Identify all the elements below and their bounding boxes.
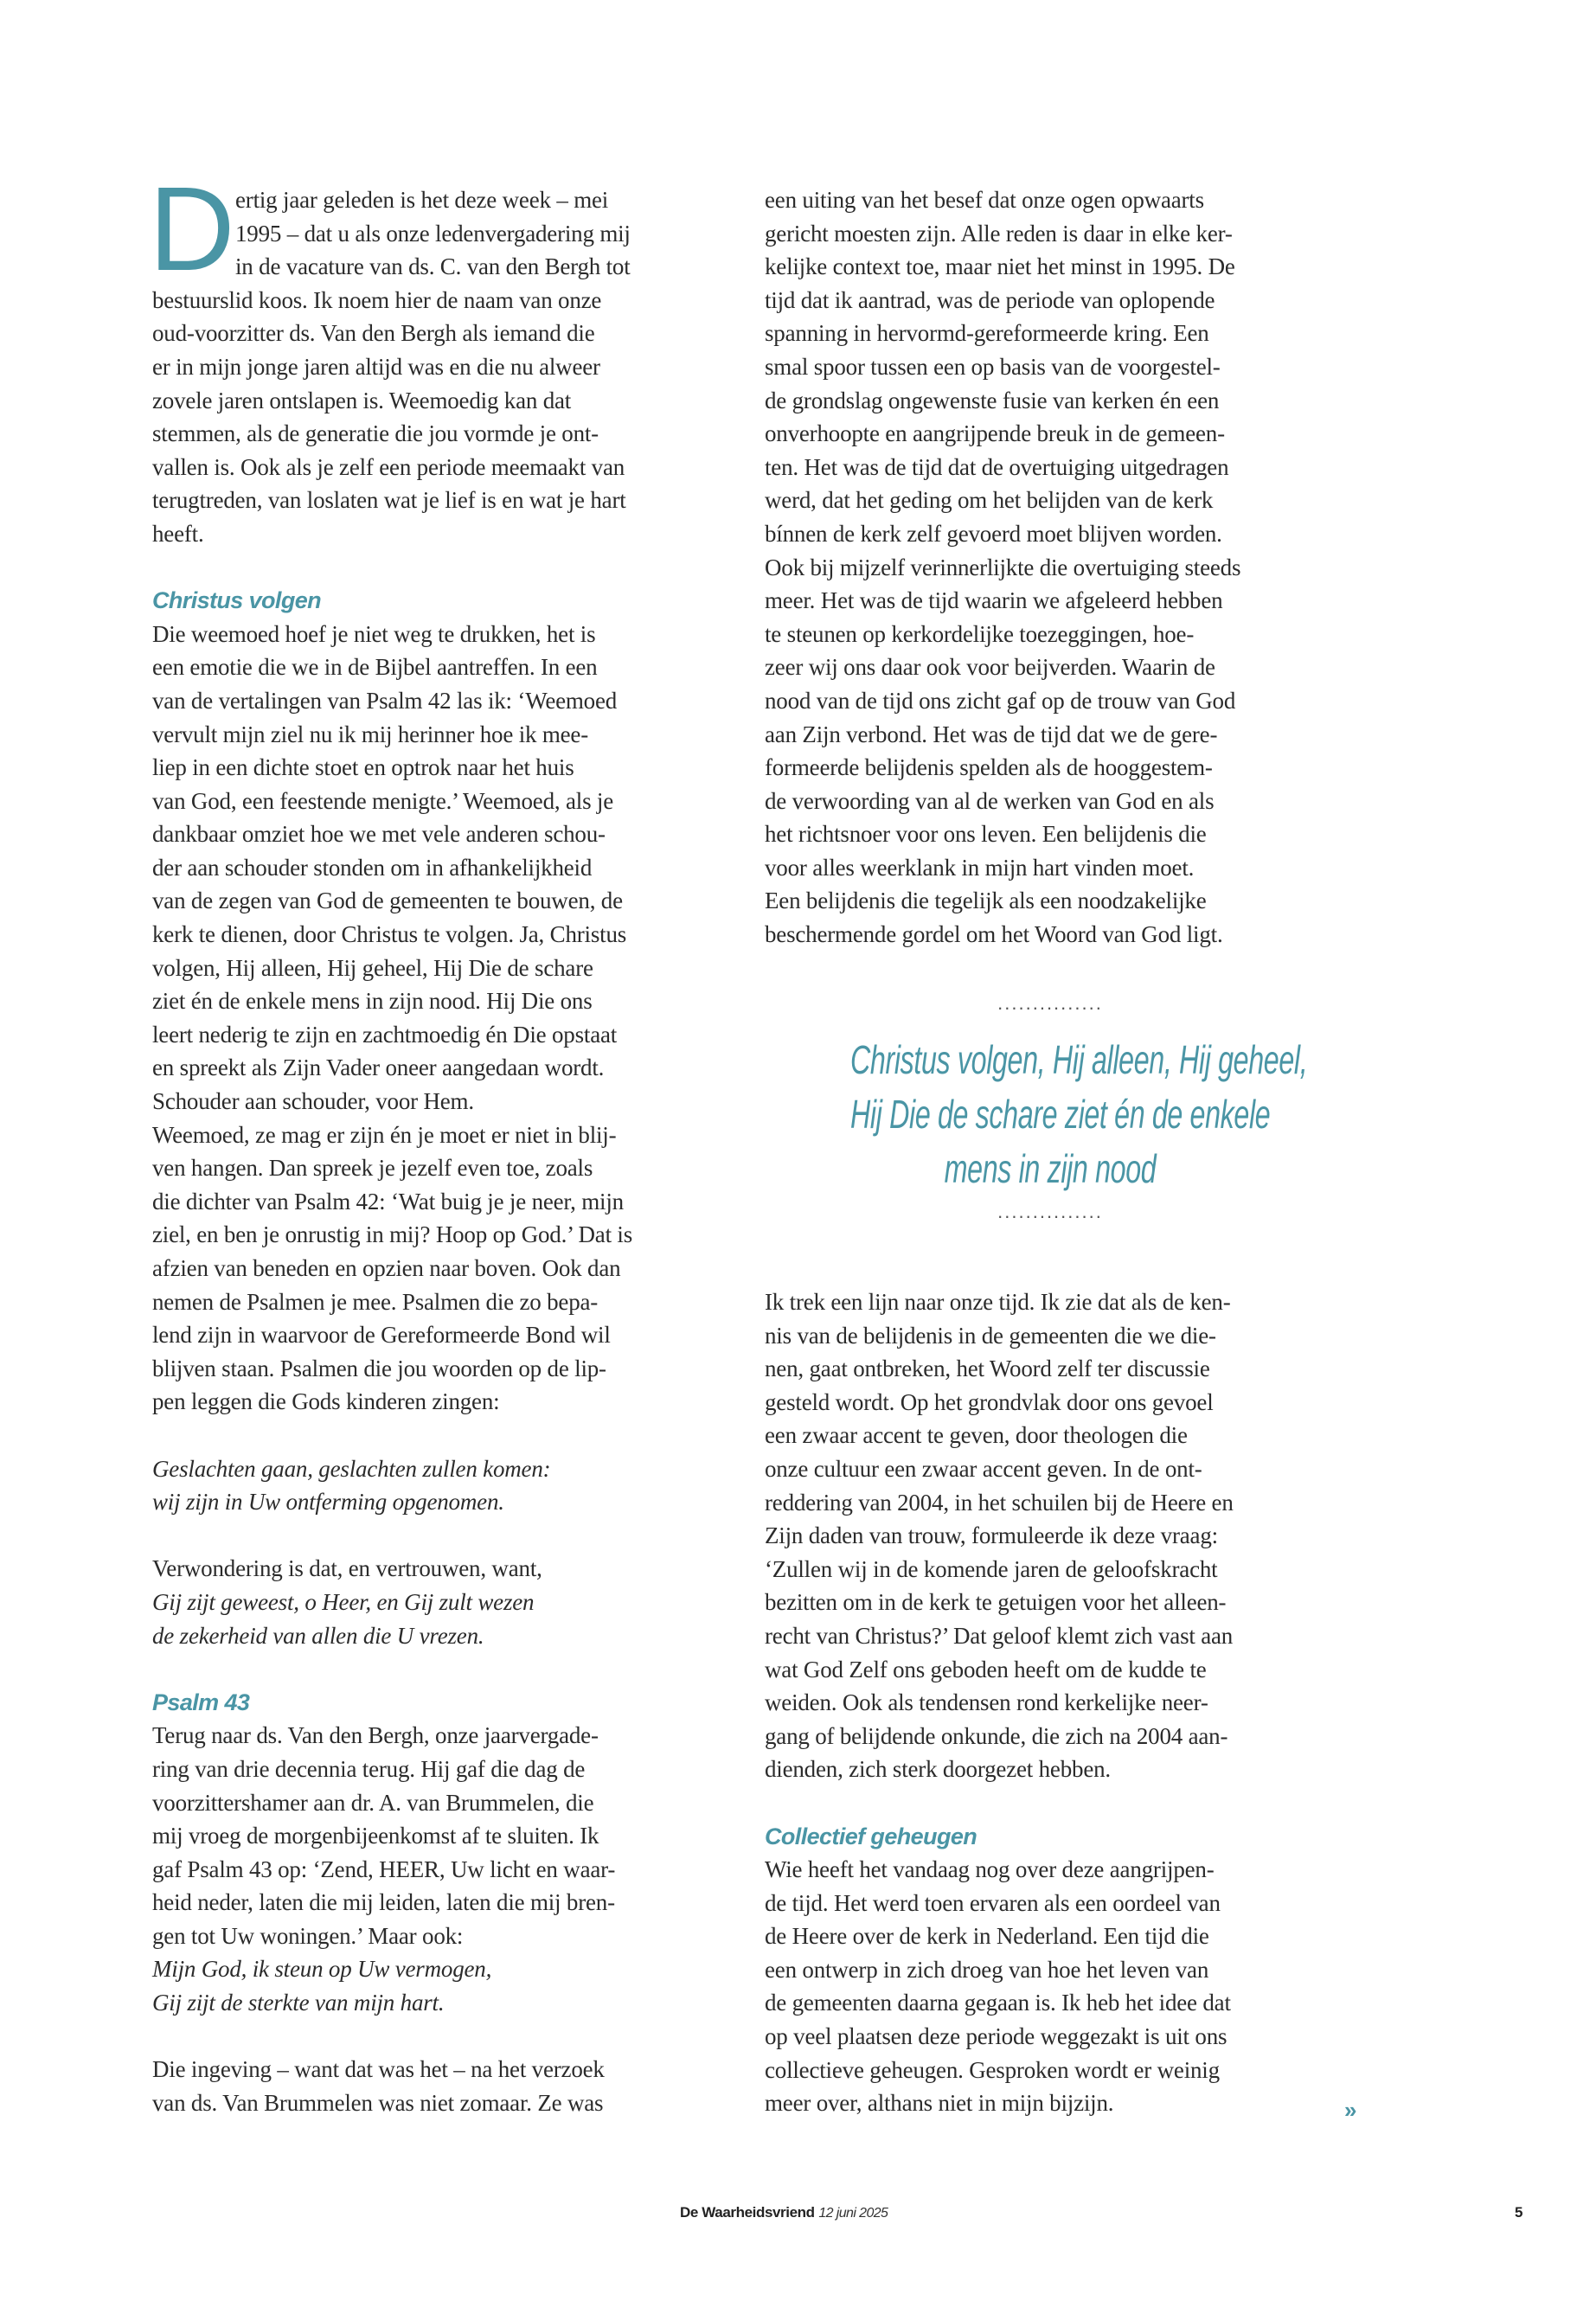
text-line: der aan schouder stonden om in afhankelijkheid (152, 854, 593, 881)
blank-line (152, 1519, 740, 1553)
text-line: mij vroeg de morgenbijeenkomst af te sluiten. Ik (152, 1823, 599, 1849)
text-line: volgen, Hij alleen, Hij geheel, Hij Die de schare (152, 954, 593, 981)
text-line: vervult mijn ziel nu ik mij herinner hoe ik mee- (152, 721, 589, 747)
text-line: op veel plaatsen deze periode weggezakt is uit ons (765, 2023, 1227, 2050)
text-line: Geslachten gaan, geslachten zullen komen: (152, 1455, 551, 1482)
text-line: Een belijdenis die tegelijk als een noodzakelijke (765, 888, 1207, 914)
text-line: Ik trek een lijn naar onze tijd. Ik zie dat als de ken- (765, 1289, 1231, 1315)
text-line: voorzittershamer aan dr. A. van Brummelen, die (152, 1789, 594, 1816)
text-line: gang of belijdende onkunde, die zich na 2004 aan- (765, 1722, 1228, 1749)
text-line: smal spoor tussen een op basis van de voorgestel- (765, 353, 1221, 380)
text-line: Gij zijt geweest, o Heer, en Gij zult wezen (152, 1588, 535, 1615)
text-line: collectieve geheugen. Gesproken wordt er weinig (765, 2056, 1220, 2083)
text-line: gesteld wordt. Op het grondvlak door ons gevoel (765, 1388, 1214, 1415)
blank-line (152, 1652, 740, 1686)
text-line: nen, gaat ontbreken, het Woord zelf ter discussie (765, 1356, 1210, 1382)
text-line: 1995 – dat u als onze ledenvergadering mij (235, 220, 631, 247)
text-line: Zijn daden van trouw, formuleerde ik deze vraag: (765, 1522, 1218, 1549)
text-line: nood van de tijd ons zicht gaf op de trouw van God (765, 687, 1236, 714)
section-heading: Christus volgen (152, 587, 322, 614)
text-line: meer over, althans niet in mijn bijzijn. (765, 2090, 1114, 2117)
text-line: leert nederig te zijn en zachtmoedig én Die opstaat (152, 1021, 618, 1048)
text-line: Mijn God, ik steun op Uw vermogen, (152, 1956, 492, 1983)
text-line: tijd dat ik aantrad, was de periode van oplopende (765, 286, 1215, 313)
text-line: de gemeenten daarna gegaan is. Ik heb het idee dat (765, 1990, 1231, 2016)
text-line: liep in een dichte stoet en optrok naar het huis (152, 754, 574, 781)
text-line: lend zijn in waarvoor de Gereformeerde Bond wil (152, 1322, 611, 1349)
text-line: oud-voorzitter ds. Van den Bergh als iemand die (152, 320, 595, 347)
footer (680, 2204, 888, 2221)
text-line: en spreekt als Zijn Vader oneer aangedaan wordt. (152, 1054, 605, 1081)
text-line: spanning in hervormd-gereformeerde kring. Een (765, 320, 1209, 347)
text-line: van ds. Van Brummelen was niet zomaar. Ze was (152, 2089, 604, 2116)
blank-line (152, 1419, 740, 1452)
text-line: voor alles weerklank in mijn hart vinden moet. (765, 854, 1195, 881)
publication-name: De Waarheidsvriend (680, 2204, 815, 2221)
text-line: Verwondering is dat, en vertrouwen, want, (152, 1555, 542, 1582)
text-line: Die weemoed hoef je niet weg te drukken, het is (152, 620, 596, 647)
text-line: ziet én de enkele mens in zijn nood. Hij Die ons (152, 988, 593, 1015)
text-line: nis van de belijdenis in de gemeenten die we die- (765, 1322, 1216, 1349)
text-line: gaf Psalm 43 op: ‘Zend, HEER, Uw licht en waar- (152, 1856, 616, 1882)
text-line: kerk te dienen, door Christus te volgen. Ja, Christus (152, 921, 627, 948)
text-line: wij zijn in Uw ontferming opgenomen. (152, 1489, 504, 1516)
text-line: stemmen, als de generatie die jou vormde je ont- (152, 420, 599, 447)
text-line: de grondslag ongewenste fusie van kerken én een (765, 387, 1220, 413)
text-line: de Heere over de kerk in Nederland. Een tijd die (765, 1923, 1209, 1950)
text-line: gericht moesten zijn. Alle reden is daar in elke ker- (765, 220, 1233, 247)
text-line: de zekerheid van allen die U vrezen. (152, 1622, 484, 1649)
text-line: ‘Zullen wij in de komende jaren de geloofskracht (765, 1555, 1218, 1582)
text-line: te steunen op kerkordelijke toezeggingen, hoe- (765, 620, 1195, 647)
pull-quote-divider-top: ............... (997, 992, 1103, 1014)
text-line: ten. Het was de tijd dat de overtuiging uitgedragen (765, 453, 1229, 480)
text-line: dankbaar omziet hoe we met vele anderen schou- (152, 821, 606, 848)
blank-line (152, 551, 740, 585)
text-line: terugtreden, van loslaten wat je lief is en wat je hart (152, 487, 626, 514)
text-line: bínnen de kerk zelf gevoerd moet blijven worden. (765, 520, 1222, 547)
text-line: een uiting van het besef dat onze ogen opwaarts (765, 187, 1204, 213)
text-line: een zwaar accent te geven, door theologen die (765, 1422, 1188, 1449)
text-line: ertig jaar geleden is het deze week – mei (235, 187, 609, 213)
page-number: 5 (1515, 2204, 1523, 2221)
text-line: van de vertalingen van Psalm 42 las ik: ‘Weemoed (152, 687, 618, 714)
text-line: een emotie die we in de Bijbel aantreffen. In een (152, 654, 598, 681)
text-line: onverhoopte en aangrijpende breuk in de gemeen- (765, 420, 1225, 447)
blank-line (765, 1786, 1353, 1820)
issue-date: 12 juni 2025 (818, 2206, 888, 2221)
blank-line (152, 2020, 740, 2054)
text-line: aan Zijn verbond. Het was de tijd dat we de gere- (765, 721, 1218, 747)
text-line: afzien van beneden en opzien naar boven. Ook dan (152, 1255, 621, 1281)
text-line: bezitten om in de kerk te getuigen voor het alleen- (765, 1589, 1227, 1616)
text-line: reddering van 2004, in het schuilen bij de Heere en (765, 1489, 1234, 1516)
text-line: Wie heeft het vandaag nog over deze aangrijpen- (765, 1856, 1215, 1883)
text-line: bestuurslid koos. Ik noem hier de naam van onze (152, 286, 602, 313)
text-line: Gij zijt de sterkte van mijn hart. (152, 1990, 445, 2016)
drop-cap: D (149, 163, 235, 296)
text-line: blijven staan. Psalmen die jou woorden op de lip- (152, 1355, 606, 1381)
text-line: gen tot Uw woningen.’ Maar ook: (152, 1922, 464, 1949)
text-line: zovele jaren ontslapen is. Weemoedig kan dat (152, 387, 572, 413)
text-line: Weemoed, ze mag er zijn én je moet er niet in blij- (152, 1121, 617, 1148)
text-line: dienden, zich sterk doorgezet hebben. (765, 1756, 1111, 1783)
pull-quote-line: mens in zijn nood (944, 1146, 1157, 1191)
text-line: Ook bij mijzelf verinnerlijkte die overtuiging steeds (765, 554, 1241, 580)
pull-quote-divider-bottom: ............... (997, 1201, 1103, 1222)
pull-quote-line: Hij Die de schare ziet én de enkele (850, 1092, 1271, 1137)
right-column-bottom (765, 1285, 1353, 2120)
pull-quote (765, 992, 1336, 1229)
text-line: Terug naar ds. Van den Bergh, onze jaarvergade- (152, 1722, 599, 1749)
left-column (152, 183, 740, 2119)
text-line: beschermende gordel om het Woord van God ligt. (765, 921, 1223, 948)
text-line: ring van drie decennia terug. Hij gaf die dag de (152, 1755, 586, 1782)
section-heading: Psalm 43 (152, 1689, 250, 1715)
text-line: wat God Zelf ons geboden heeft om de kudde te (765, 1656, 1207, 1682)
text-line: die dichter van Psalm 42: ‘Wat buig je je neer, mijn (152, 1188, 624, 1215)
text-line: meer. Het was de tijd waarin we afgeleerd hebben (765, 587, 1223, 614)
text-line: kelijke context toe, maar niet het minst in 1995. De (765, 253, 1235, 280)
text-line: de verwoording van al de werken van God en als (765, 787, 1215, 814)
text-line: recht van Christus?’ Dat geloof klemt zich vast aan (765, 1622, 1234, 1649)
text-line: het richtsnoer voor ons leven. Een belijdenis die (765, 821, 1207, 848)
text-line: zeer wij ons daar ook voor beijverden. Waarin de (765, 654, 1215, 681)
continue-arrow-icon: » (1344, 2097, 1357, 2123)
text-line: ziel, en ben je onrustig in mij? Hoop op God.’ Dat is (152, 1221, 633, 1248)
text-line: van de zegen van God de gemeenten te bouwen, de (152, 888, 623, 914)
text-line: heeft. (152, 520, 204, 547)
section-heading: Collectief geheugen (765, 1823, 977, 1849)
text-line: de tijd. Het werd toen ervaren als een oordeel van (765, 1889, 1221, 1916)
text-line: er in mijn jonge jaren altijd was en die nu alweer (152, 353, 600, 380)
text-line: een ontwerp in zich droeg van hoe het leven van (765, 1956, 1209, 1983)
text-line: van God, een feestende menigte.’ Weemoed, als je (152, 787, 614, 814)
text-line: onze cultuur een zwaar accent geven. In de ont- (765, 1455, 1202, 1482)
right-column-top (765, 183, 1353, 952)
text-line: Schouder aan schouder, voor Hem. (152, 1088, 474, 1115)
text-line: pen leggen die Gods kinderen zingen: (152, 1388, 500, 1415)
text-line: weiden. Ook als tendensen rond kerkelijke neer- (765, 1689, 1208, 1716)
text-line: ven hangen. Dan spreek je jezelf even toe, zoals (152, 1155, 593, 1182)
text-line: Die ingeving – want dat was het – na het verzoek (152, 2056, 605, 2083)
pull-quote-line: Christus volgen, Hij alleen, Hij geheel, (850, 1037, 1308, 1082)
text-line: heid neder, laten die mij leiden, laten die mij bren- (152, 1889, 615, 1916)
text-line: formeerde belijdenis spelden als de hooggestem- (765, 754, 1213, 781)
text-line: vallen is. Ook als je zelf een periode meemaakt van (152, 453, 625, 480)
text-line: nemen de Psalmen je mee. Psalmen die zo bepa- (152, 1288, 599, 1315)
text-line: in de vacature van ds. C. van den Bergh tot (235, 253, 631, 280)
text-line: werd, dat het geding om het belijden van de kerk (765, 487, 1214, 514)
